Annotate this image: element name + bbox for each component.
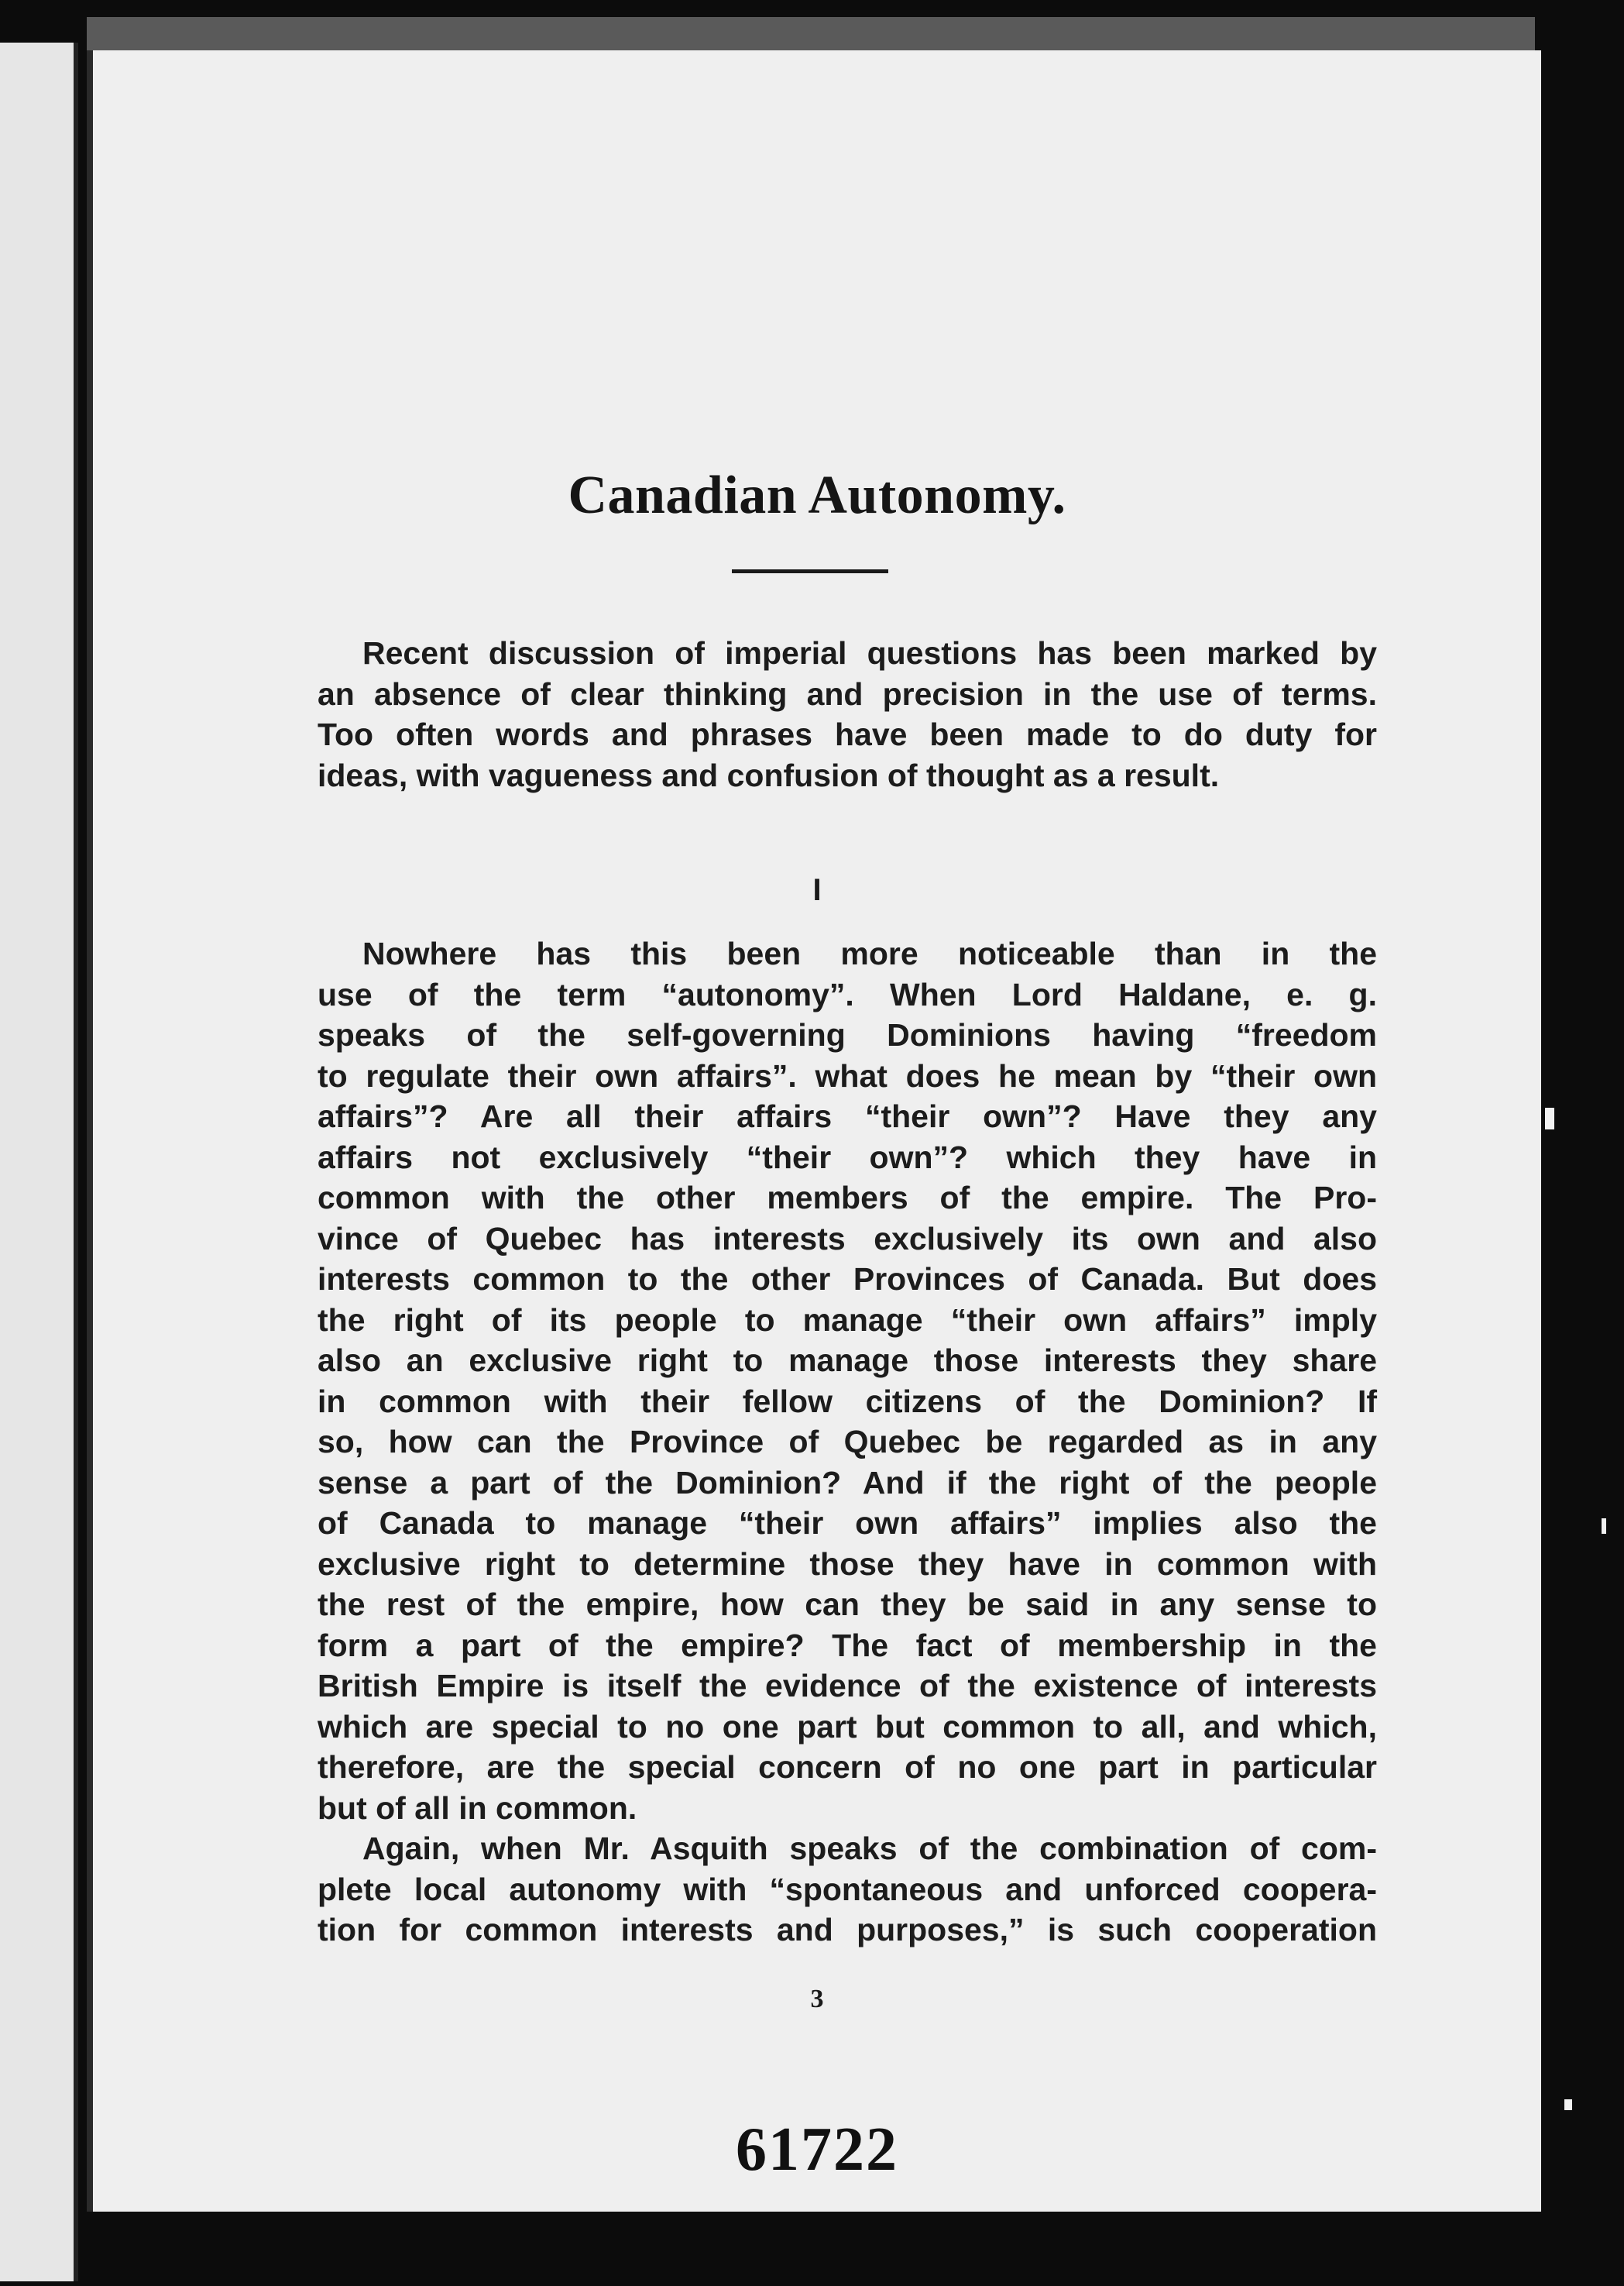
scan-speck <box>1545 1108 1554 1129</box>
text-line: the rest of the empire, how can they be said in any sense to <box>318 1586 1377 1622</box>
text-line: an absence of clear thinking and precision in the use of terms. <box>318 675 1377 712</box>
text-line: the right of its people to manage “their own affairs” imply <box>318 1301 1377 1338</box>
text-line: in common with their fellow citizens of the Dominion? If <box>318 1383 1377 1419</box>
text-line: affairs”? Are all their affairs “their own”? Have they any <box>318 1098 1377 1134</box>
scan-speck <box>1602 1518 1606 1534</box>
page-title: Canadian Autonomy. <box>568 466 1066 525</box>
page-number: 3 <box>810 1985 824 2013</box>
text-line: vince of Quebec has interests exclusively its own and also <box>318 1220 1377 1256</box>
stamp-number: 61722 <box>736 2116 898 2184</box>
text-line: Too often words and phrases have been made to do duty for <box>318 717 1377 752</box>
text-line: affairs not exclusively “their own”? which they have in <box>318 1139 1377 1175</box>
text-line: common with the other members of the empire. The Pro- <box>318 1180 1377 1215</box>
intro-paragraph <box>318 633 1377 796</box>
text-line: Recent discussion of imperial questions has been marked by <box>362 635 1377 671</box>
text-line: also an exclusive right to manage those interests they share <box>318 1342 1377 1378</box>
text-line: of Canada to manage “their own affairs” implies also the <box>318 1505 1377 1541</box>
text-line: tion for common interests and purposes,” is such cooperation <box>318 1912 1377 1947</box>
facing-page-edge <box>0 43 78 2281</box>
document-page <box>87 50 1541 2212</box>
text-line: so, how can the Province of Quebec be regarded as in any <box>318 1424 1377 1459</box>
text-line: to regulate their own affairs”. what does he mean by “their own <box>318 1057 1377 1094</box>
text-line: form a part of the empire? The fact of membership in the <box>318 1627 1377 1663</box>
text-line: speaks of the self-governing Dominions having “freedom <box>318 1017 1377 1053</box>
text-line: interests common to the other Provinces of Canada. But does <box>318 1261 1377 1297</box>
text-line: plete local autonomy with “spontaneous and unforced coopera- <box>318 1871 1377 1907</box>
text-line: which are special to no one part but common to all, and which, <box>318 1708 1377 1745</box>
text-line: but of all in common. <box>318 1789 637 1826</box>
text-line: British Empire is itself the evidence of the existence of interests <box>318 1668 1377 1703</box>
text-line: Again, when Mr. Asquith speaks of the combination of com- <box>362 1831 1377 1866</box>
scan-speck <box>1564 2099 1572 2110</box>
section-number: I <box>812 873 822 907</box>
text-line: exclusive right to determine those they have in common with <box>318 1545 1377 1582</box>
text-line: therefore, are the special concern of no one part in particular <box>318 1749 1377 1785</box>
text-line: Nowhere has this been more noticeable than in the <box>362 936 1377 971</box>
text-line: use of the term “autonomy”. When Lord Haldane, e. g. <box>318 976 1377 1012</box>
body-text <box>318 933 1377 1951</box>
text-line: sense a part of the Dominion? And if the right of the people <box>318 1464 1377 1501</box>
title-rule <box>732 569 888 573</box>
text-line: ideas, with vagueness and confusion of thought as a result. <box>318 757 1220 793</box>
